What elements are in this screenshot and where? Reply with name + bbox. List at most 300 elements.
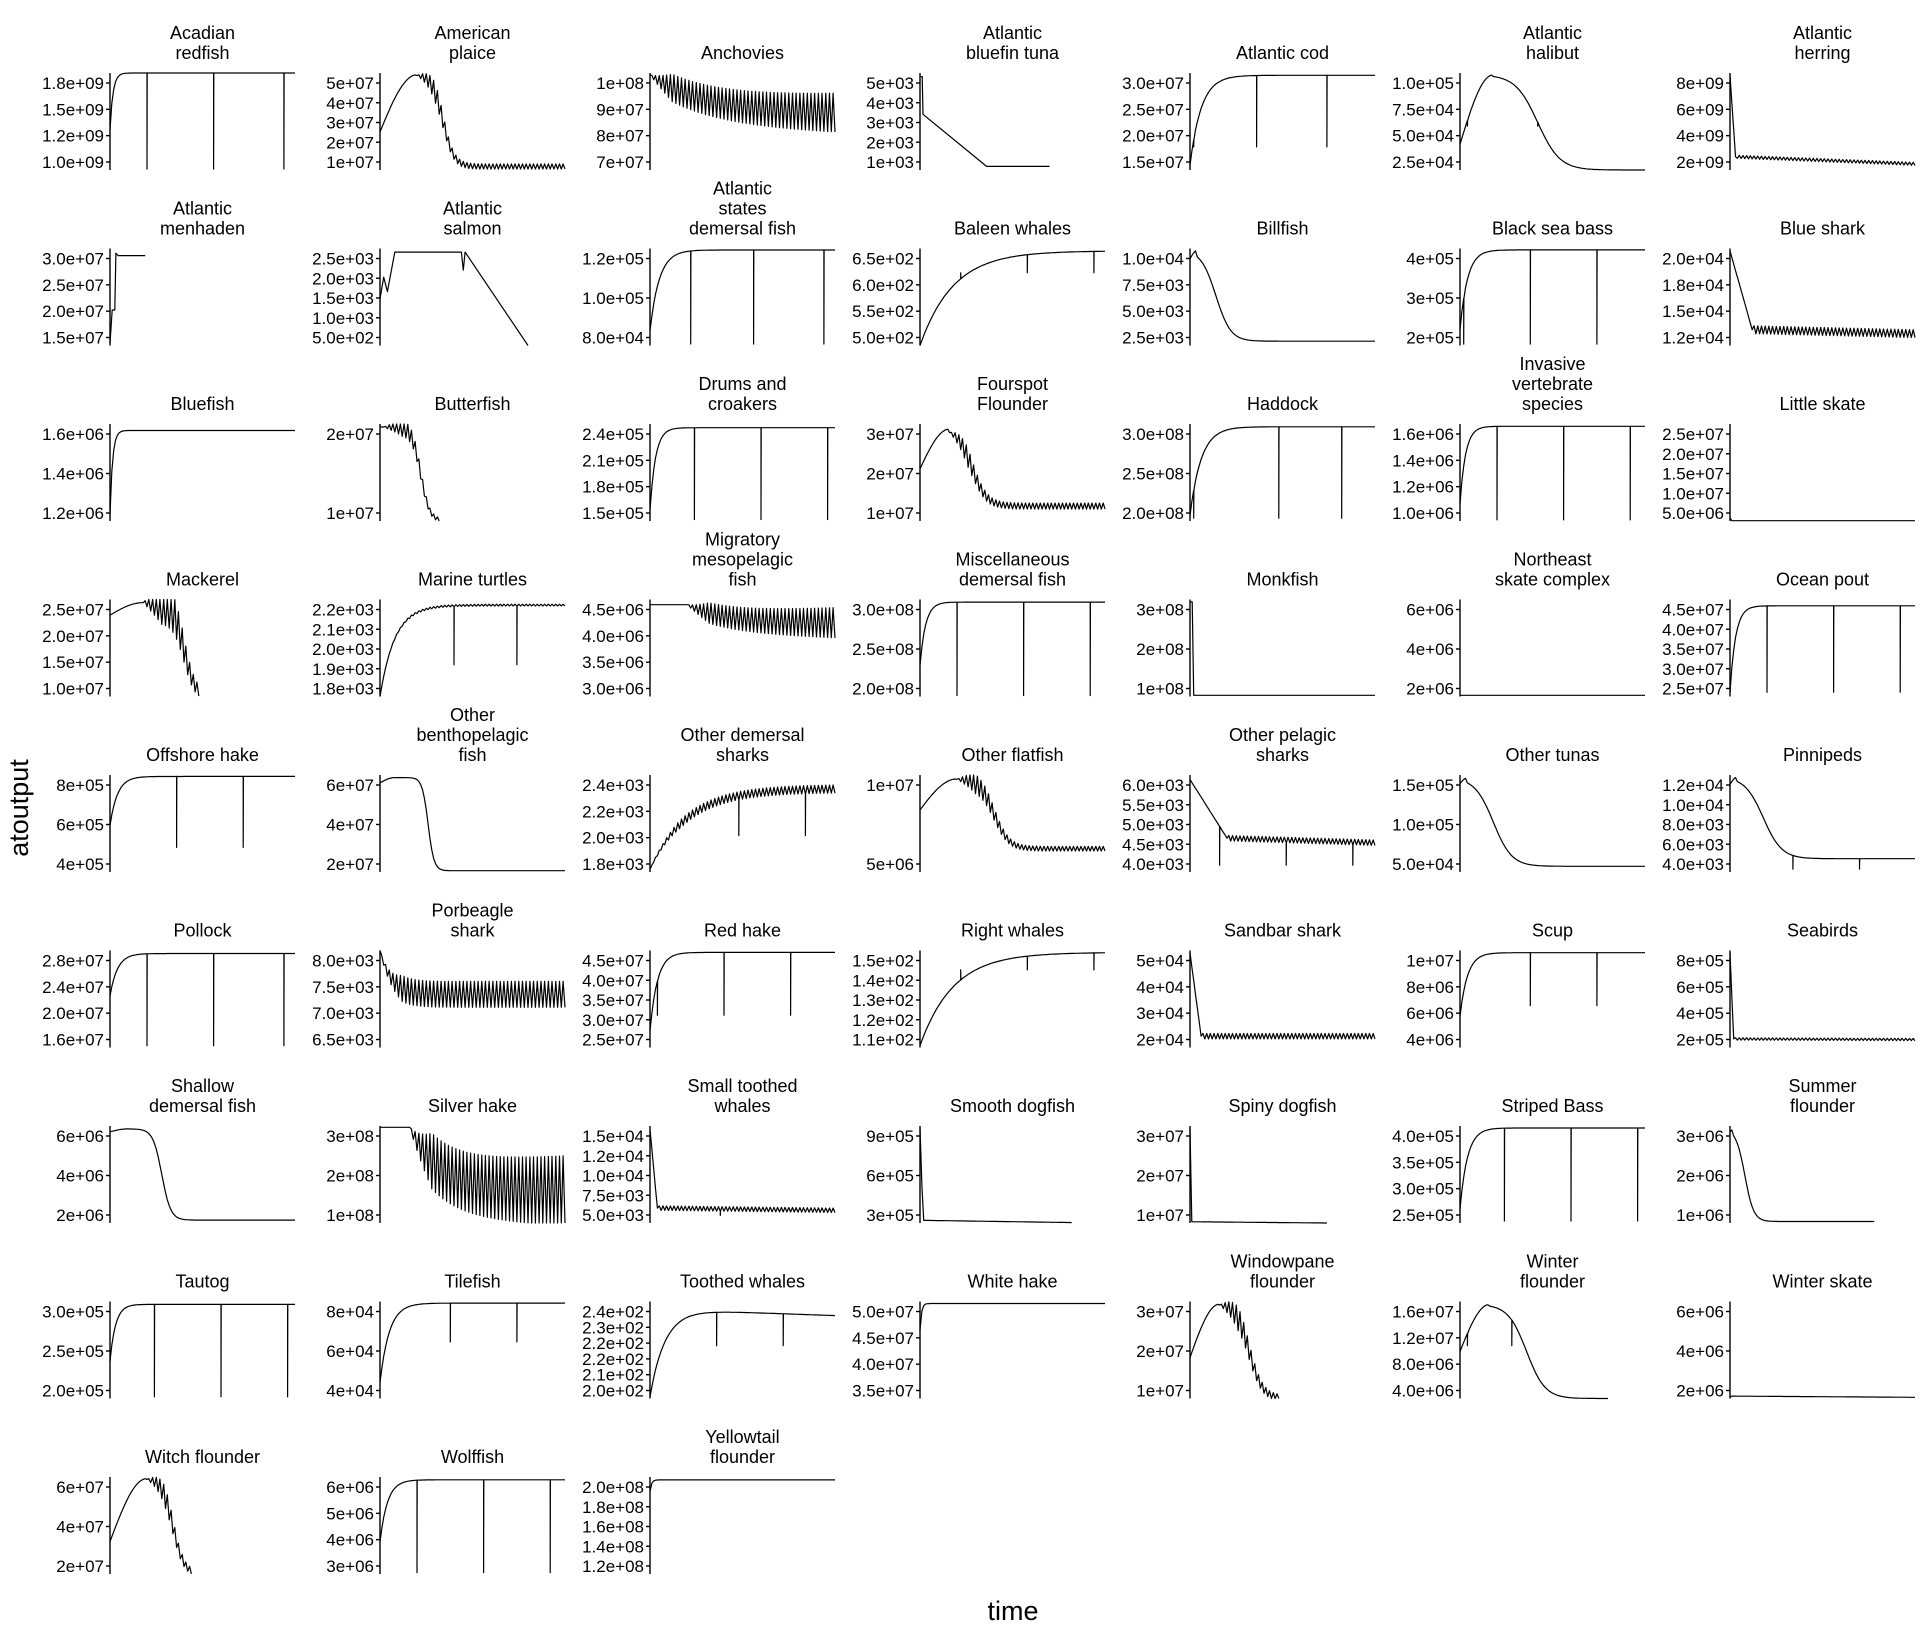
panel-title bbox=[680, 1272, 805, 1292]
panel-title bbox=[704, 921, 781, 941]
panel-title bbox=[1224, 921, 1342, 941]
panel-title-line: Yellowtail bbox=[705, 1427, 780, 1447]
panel-title-line: benthopelagic bbox=[416, 725, 529, 745]
series-line bbox=[920, 602, 1105, 695]
panel-title-line: Tautog bbox=[175, 1271, 230, 1292]
panel-title-line: Pinnipeds bbox=[1782, 745, 1863, 765]
facet-panel bbox=[326, 705, 565, 874]
panel-title-line: White hake bbox=[967, 1271, 1058, 1292]
panel-title bbox=[145, 1447, 260, 1467]
y-tick-label: 1e+07 bbox=[1406, 951, 1454, 971]
panel-title bbox=[170, 23, 235, 63]
y-tick-label: 1.3e+02 bbox=[852, 991, 914, 1010]
panel-title-line: Flounder bbox=[976, 394, 1049, 414]
y-tick-label: 5.0e+07 bbox=[852, 1302, 914, 1322]
facet-panel bbox=[1392, 1096, 1645, 1225]
panel-title-line: Winter bbox=[1526, 1251, 1579, 1272]
y-tick-label: 3.5e+05 bbox=[1392, 1153, 1454, 1173]
y-tick-label: 3e+06 bbox=[1676, 1127, 1724, 1146]
panel-title bbox=[1772, 1272, 1872, 1292]
series-line bbox=[650, 785, 835, 869]
facet-panel bbox=[1392, 1252, 1608, 1401]
panel-title-line: Mackerel bbox=[165, 569, 240, 590]
panel-title bbox=[692, 530, 793, 590]
facet-panel bbox=[1136, 570, 1375, 699]
y-tick-label: 2.5e+03 bbox=[1122, 328, 1184, 348]
y-tick-label: 1.5e+09 bbox=[42, 100, 104, 120]
panel-title bbox=[434, 23, 510, 63]
panel-title-line: plaice bbox=[448, 43, 497, 63]
series-line bbox=[650, 428, 835, 520]
panel-title-line: halibut bbox=[1525, 43, 1580, 63]
y-tick-label: 1e+07 bbox=[866, 504, 914, 523]
facet-panel bbox=[42, 570, 239, 699]
y-tick-label: 4e+05 bbox=[56, 855, 104, 874]
facet-panel bbox=[582, 374, 835, 523]
y-tick-label: 3.0e+08 bbox=[1122, 425, 1184, 444]
y-tick-label: 4e+07 bbox=[56, 1517, 104, 1537]
y-tick-label: 2.4e+02 bbox=[582, 1302, 644, 1322]
panel-title bbox=[173, 921, 232, 941]
y-tick-label: 1e+07 bbox=[326, 153, 374, 172]
y-tick-label: 1.6e+08 bbox=[582, 1517, 644, 1537]
panel-title-line: Summer bbox=[1788, 1076, 1857, 1096]
panel-title-line: bluefin tuna bbox=[965, 43, 1060, 63]
panel-title-line: Offshore hake bbox=[146, 745, 259, 765]
panel-title-line: Tilefish bbox=[444, 1271, 501, 1292]
series-line bbox=[1190, 1129, 1327, 1224]
panel-title bbox=[1236, 43, 1329, 63]
series-line bbox=[920, 77, 1050, 167]
series-line bbox=[1460, 778, 1645, 866]
y-tick-label: 2e+08 bbox=[326, 1166, 374, 1186]
facet-panel bbox=[582, 530, 835, 699]
y-tick-label: 4e+04 bbox=[326, 1381, 374, 1401]
y-tick-label: 1e+03 bbox=[866, 153, 914, 172]
panel-title-line: demersal fish bbox=[958, 569, 1067, 590]
panel-title-line: Other tunas bbox=[1505, 745, 1600, 765]
panel-title-line: fish bbox=[458, 745, 487, 765]
y-tick-label: 1.6e+07 bbox=[42, 1030, 104, 1050]
panel-title-line: Small toothed bbox=[687, 1076, 798, 1096]
y-tick-label: 3e+07 bbox=[1136, 1302, 1184, 1322]
series-line bbox=[650, 1480, 835, 1492]
y-tick-label: 2e+06 bbox=[56, 1206, 104, 1225]
series-line bbox=[380, 252, 528, 345]
y-tick-label: 2.0e+07 bbox=[1122, 126, 1184, 146]
panel-title-line: Scup bbox=[1531, 920, 1574, 941]
facet-panel bbox=[56, 1076, 295, 1225]
y-tick-label: 2.8e+07 bbox=[42, 951, 104, 971]
y-tick-label: 1.5e+04 bbox=[1662, 302, 1724, 322]
panel-title bbox=[1492, 219, 1613, 239]
y-tick-label: 6e+06 bbox=[1406, 600, 1454, 620]
panel-title-line: Invasive bbox=[1519, 354, 1586, 374]
y-tick-label: 1.5e+03 bbox=[312, 289, 374, 308]
y-tick-label: 5e+06 bbox=[866, 855, 914, 874]
y-tick-label: 1.2e+08 bbox=[582, 1557, 644, 1576]
series-line bbox=[1190, 1302, 1279, 1399]
panel-title-line: Black sea bass bbox=[1491, 218, 1614, 239]
panel-title bbox=[1256, 219, 1308, 239]
series-line bbox=[920, 775, 1105, 851]
facet-panel bbox=[1122, 43, 1375, 172]
y-tick-label: 4e+05 bbox=[1676, 1004, 1724, 1024]
y-tick-label: 2.5e+07 bbox=[42, 275, 104, 295]
panel-title-line: Acadian bbox=[169, 23, 236, 43]
y-tick-label: 2.5e+07 bbox=[42, 600, 104, 620]
facet-panel bbox=[42, 394, 295, 523]
series-line bbox=[1460, 1305, 1608, 1399]
y-tick-label: 2e+06 bbox=[1676, 1381, 1724, 1401]
series-line bbox=[110, 954, 295, 1046]
y-tick-label: 7.5e+03 bbox=[582, 1186, 644, 1206]
panel-title bbox=[689, 179, 796, 239]
panel-title bbox=[170, 394, 234, 414]
series-line bbox=[1730, 1396, 1915, 1397]
panel-title-line: states bbox=[718, 198, 767, 219]
facet-panel bbox=[1122, 725, 1375, 874]
y-tick-label: 2.2e+02 bbox=[582, 1334, 644, 1354]
y-tick-label: 1.9e+03 bbox=[312, 659, 374, 679]
y-tick-label: 8e+06 bbox=[1406, 977, 1454, 997]
y-tick-label: 5e+03 bbox=[866, 74, 914, 93]
y-tick-label: 1.0e+04 bbox=[582, 1166, 644, 1186]
y-tick-label: 2.5e+04 bbox=[1392, 153, 1454, 172]
y-tick-label: 1.1e+02 bbox=[852, 1030, 914, 1050]
y-tick-label: 3e+08 bbox=[326, 1127, 374, 1146]
y-tick-label: 3e+03 bbox=[866, 113, 914, 133]
panel-title-line: Atlantic bbox=[1792, 23, 1853, 43]
y-tick-label: 2.5e+07 bbox=[1662, 425, 1724, 444]
panel-title-line: species bbox=[1521, 394, 1584, 414]
y-tick-label: 1.8e+03 bbox=[312, 679, 374, 699]
panel-title bbox=[1776, 570, 1869, 590]
y-tick-label: 5.0e+06 bbox=[1662, 504, 1724, 523]
panel-title bbox=[1247, 394, 1319, 414]
panel-title-line: sharks bbox=[715, 745, 770, 765]
panel-title bbox=[444, 1272, 500, 1292]
facet-panel bbox=[582, 1272, 835, 1401]
facet-panel bbox=[582, 179, 835, 348]
y-tick-label: 3.0e+06 bbox=[582, 679, 644, 699]
y-tick-label: 1.0e+06 bbox=[1392, 504, 1454, 523]
panel-title-line: shark bbox=[450, 920, 495, 941]
panel-title-line: Blue shark bbox=[1779, 218, 1866, 239]
y-tick-label: 1.2e+02 bbox=[852, 1010, 914, 1030]
series-line bbox=[380, 1480, 565, 1573]
y-tick-label: 1.6e+06 bbox=[42, 425, 104, 444]
panel-title-line: menhaden bbox=[159, 218, 246, 239]
facet-panel bbox=[326, 1272, 565, 1401]
y-tick-label: 3.5e+07 bbox=[582, 991, 644, 1010]
y-tick-label: 1.2e+04 bbox=[582, 1146, 644, 1166]
series-line bbox=[1460, 953, 1645, 1017]
series-line bbox=[1730, 1130, 1874, 1222]
y-tick-label: 1.2e+09 bbox=[42, 126, 104, 146]
panel-title bbox=[1228, 1096, 1336, 1116]
y-tick-label: 2.0e+03 bbox=[582, 828, 644, 848]
series-line bbox=[110, 776, 295, 847]
panel-title bbox=[1501, 1096, 1603, 1116]
panel-title-line: flounder bbox=[1249, 1271, 1316, 1292]
panel-title bbox=[434, 394, 510, 414]
series-line bbox=[380, 74, 565, 169]
panel-grid bbox=[42, 23, 1915, 1576]
panel-title bbox=[698, 374, 786, 414]
y-tick-label: 2.4e+05 bbox=[582, 425, 644, 444]
panel-title bbox=[1532, 921, 1573, 941]
facet-panel bbox=[1392, 745, 1645, 874]
y-tick-label: 8e+05 bbox=[1676, 951, 1724, 971]
facet-panel bbox=[866, 1096, 1075, 1225]
y-tick-label: 2.5e+07 bbox=[1662, 679, 1724, 699]
y-tick-label: 5.0e+04 bbox=[1392, 855, 1454, 874]
facet-panel bbox=[1662, 745, 1915, 874]
facet-panel bbox=[1136, 921, 1375, 1050]
y-tick-label: 7.5e+03 bbox=[1122, 275, 1184, 295]
y-tick-label: 5e+07 bbox=[326, 74, 374, 93]
series-line bbox=[1190, 602, 1375, 695]
y-tick-label: 2.5e+08 bbox=[1122, 464, 1184, 484]
panel-title-line: Atlantic bbox=[712, 178, 773, 199]
facet-panel bbox=[326, 1096, 565, 1225]
facet-panel bbox=[1406, 921, 1645, 1050]
y-tick-label: 2.0e+07 bbox=[1662, 444, 1724, 464]
y-tick-label: 1.0e+05 bbox=[582, 289, 644, 308]
y-tick-label: 2.5e+03 bbox=[312, 249, 374, 269]
y-tick-label: 2.5e+05 bbox=[1392, 1206, 1454, 1225]
y-tick-label: 8.0e+04 bbox=[582, 328, 644, 348]
series-line bbox=[110, 73, 295, 169]
facet-panel bbox=[312, 199, 528, 348]
panel-title-line: Baleen whales bbox=[953, 218, 1072, 239]
panel-title-line: Atlantic cod bbox=[1235, 43, 1330, 63]
panel-title-line: Other bbox=[449, 705, 496, 725]
facet-panel bbox=[56, 745, 295, 874]
panel-title bbox=[428, 1096, 517, 1116]
y-tick-label: 8.0e+03 bbox=[312, 951, 374, 971]
facet-panel bbox=[56, 1447, 260, 1576]
series-line bbox=[1460, 1128, 1645, 1221]
facet-panel bbox=[42, 921, 295, 1050]
y-tick-label: 7e+07 bbox=[596, 153, 644, 172]
panel-title-line: Atlantic bbox=[982, 23, 1043, 43]
y-tick-label: 1.5e+02 bbox=[852, 951, 914, 971]
y-tick-label: 4.0e+06 bbox=[582, 626, 644, 646]
y-tick-label: 2.5e+07 bbox=[1122, 100, 1184, 120]
panel-title-line: Other pelagic bbox=[1228, 725, 1337, 745]
y-tick-label: 1e+07 bbox=[326, 504, 374, 523]
panel-title bbox=[166, 570, 239, 590]
y-tick-label: 2.1e+03 bbox=[312, 620, 374, 640]
y-tick-label: 8e+09 bbox=[1676, 74, 1724, 93]
facet-panel bbox=[312, 570, 565, 699]
y-tick-label: 2.5e+05 bbox=[42, 1342, 104, 1361]
y-tick-label: 8.0e+03 bbox=[1662, 815, 1724, 835]
y-tick-label: 4e+04 bbox=[1136, 977, 1184, 997]
panel-title-line: Fourspot bbox=[976, 374, 1049, 394]
y-tick-label: 2e+06 bbox=[1406, 679, 1454, 699]
y-tick-label: 5e+06 bbox=[326, 1504, 374, 1524]
facet-panel bbox=[1676, 23, 1915, 172]
series-line bbox=[110, 253, 145, 343]
y-tick-label: 3.5e+07 bbox=[852, 1381, 914, 1401]
series-line bbox=[1730, 251, 1915, 338]
panel-title-line: Wolffish bbox=[440, 1447, 505, 1467]
y-tick-label: 1.5e+07 bbox=[42, 328, 104, 348]
panel-title-line: herring bbox=[1794, 43, 1851, 63]
panel-title bbox=[443, 199, 502, 239]
y-tick-label: 1.5e+05 bbox=[1392, 776, 1454, 795]
panel-title-line: Pollock bbox=[173, 920, 232, 941]
y-tick-label: 1e+07 bbox=[1136, 1381, 1184, 1401]
y-tick-label: 8.0e+06 bbox=[1392, 1355, 1454, 1375]
series-line bbox=[650, 75, 835, 132]
y-tick-label: 6e+09 bbox=[1676, 100, 1724, 120]
y-tick-label: 1.5e+07 bbox=[42, 653, 104, 673]
series-line bbox=[380, 778, 565, 871]
y-tick-label: 4.0e+06 bbox=[1392, 1381, 1454, 1401]
y-tick-label: 7.0e+03 bbox=[312, 1004, 374, 1024]
y-tick-label: 2.0e+07 bbox=[42, 302, 104, 322]
y-tick-label: 1.8e+08 bbox=[582, 1497, 644, 1517]
series-line bbox=[110, 1304, 295, 1396]
y-tick-label: 1.2e+06 bbox=[1392, 477, 1454, 497]
y-tick-label: 4e+09 bbox=[1676, 126, 1724, 146]
y-tick-label: 5.0e+03 bbox=[1122, 815, 1184, 835]
y-tick-label: 1.8e+04 bbox=[1662, 275, 1724, 295]
panel-title-line: Other flatfish bbox=[961, 745, 1064, 765]
y-tick-label: 3.0e+05 bbox=[1392, 1179, 1454, 1199]
series-line bbox=[380, 951, 565, 1008]
series-line bbox=[380, 1303, 565, 1382]
panel-title-line: Butterfish bbox=[434, 394, 511, 414]
y-tick-label: 2.1e+05 bbox=[582, 451, 644, 471]
panel-title bbox=[950, 1096, 1075, 1116]
y-tick-label: 1e+08 bbox=[326, 1206, 374, 1225]
y-tick-label: 2e+08 bbox=[1136, 640, 1184, 659]
facet-panel bbox=[1136, 1252, 1334, 1401]
panel-title bbox=[1520, 1252, 1585, 1292]
panel-title bbox=[961, 921, 1064, 941]
facet-panel bbox=[1662, 570, 1915, 699]
panel-title-line: fish bbox=[728, 569, 757, 590]
series-line bbox=[650, 952, 835, 1030]
y-tick-label: 2.5e+07 bbox=[582, 1030, 644, 1050]
y-tick-label: 3.0e+07 bbox=[1662, 659, 1724, 679]
facet-panel bbox=[326, 394, 510, 523]
series-line bbox=[1730, 518, 1915, 521]
series-line bbox=[920, 1304, 1105, 1330]
panel-title bbox=[1495, 550, 1610, 590]
panel-title-line: American bbox=[434, 23, 511, 43]
series-line bbox=[1730, 953, 1915, 1041]
y-tick-label: 1.0e+04 bbox=[1122, 249, 1184, 269]
y-tick-label: 2.0e+03 bbox=[312, 640, 374, 659]
y-tick-label: 1e+07 bbox=[1136, 1206, 1184, 1225]
y-tick-label: 2e+07 bbox=[1136, 1166, 1184, 1186]
panel-title-line: Windowpane bbox=[1230, 1251, 1335, 1272]
panel-title-line: mesopelagic bbox=[691, 549, 794, 570]
y-tick-label: 4e+03 bbox=[866, 93, 914, 113]
y-axis-title: atoutput bbox=[4, 759, 34, 857]
panel-title bbox=[1783, 745, 1862, 765]
y-tick-label: 2.1e+02 bbox=[582, 1365, 644, 1385]
panel-title-line: Shallow bbox=[170, 1076, 235, 1096]
y-tick-label: 1.0e+07 bbox=[42, 679, 104, 699]
y-tick-label: 2e+05 bbox=[1676, 1030, 1724, 1050]
facet-panel bbox=[1676, 1272, 1915, 1401]
panel-title-line: croakers bbox=[707, 394, 778, 414]
y-tick-label: 6e+07 bbox=[326, 776, 374, 795]
panel-title-line: salmon bbox=[443, 218, 502, 239]
y-tick-label: 5.5e+02 bbox=[852, 302, 914, 322]
series-line bbox=[920, 953, 1105, 1046]
y-tick-label: 2.2e+03 bbox=[582, 802, 644, 822]
panel-title bbox=[680, 725, 804, 765]
series-line bbox=[1190, 427, 1375, 518]
series-line bbox=[1730, 606, 1915, 693]
panel-title-line: Marine turtles bbox=[417, 569, 528, 590]
y-tick-label: 1.6e+07 bbox=[1392, 1302, 1454, 1322]
y-tick-label: 1.2e+05 bbox=[582, 249, 644, 269]
panel-title bbox=[1779, 394, 1865, 414]
y-tick-label: 6e+06 bbox=[1676, 1302, 1724, 1322]
facet-panel bbox=[1122, 219, 1375, 348]
y-tick-label: 1.2e+04 bbox=[1662, 328, 1724, 348]
y-tick-label: 5.5e+03 bbox=[1122, 795, 1184, 815]
series-line bbox=[110, 1477, 191, 1574]
y-tick-label: 2e+07 bbox=[326, 855, 374, 874]
y-tick-label: 8e+05 bbox=[56, 776, 104, 795]
y-tick-label: 4e+06 bbox=[56, 1166, 104, 1186]
y-tick-label: 1.8e+05 bbox=[582, 477, 644, 497]
y-tick-label: 1.0e+05 bbox=[1392, 815, 1454, 835]
y-tick-label: 2.0e+04 bbox=[1662, 249, 1724, 269]
y-tick-label: 3e+07 bbox=[1136, 1127, 1184, 1146]
facet-panel bbox=[582, 725, 835, 874]
series-line bbox=[1730, 778, 1915, 870]
y-tick-label: 5.0e+02 bbox=[852, 328, 914, 348]
y-tick-label: 5.0e+02 bbox=[312, 328, 374, 348]
facet-panel bbox=[596, 43, 835, 172]
series-line bbox=[1190, 953, 1375, 1039]
y-tick-label: 3.0e+08 bbox=[852, 600, 914, 620]
panel-title-line: Northeast bbox=[1513, 549, 1592, 570]
facet-panel bbox=[42, 199, 245, 348]
panel-title bbox=[966, 23, 1060, 63]
panel-title bbox=[1780, 219, 1866, 239]
y-tick-label: 4.0e+07 bbox=[852, 1355, 914, 1375]
y-tick-label: 1.8e+09 bbox=[42, 74, 104, 93]
facet-panel bbox=[1676, 921, 1915, 1050]
y-tick-label: 6.5e+02 bbox=[852, 249, 914, 269]
panel-title bbox=[701, 43, 784, 63]
panel-title-line: Striped Bass bbox=[1501, 1096, 1604, 1116]
facet-panel bbox=[1662, 394, 1915, 523]
y-tick-label: 2.0e+05 bbox=[42, 1381, 104, 1401]
panel-title-line: Bluefish bbox=[170, 394, 235, 414]
panel-title bbox=[961, 745, 1063, 765]
y-tick-label: 1.6e+06 bbox=[1392, 425, 1454, 444]
y-tick-label: 4.0e+03 bbox=[1662, 855, 1724, 874]
series-line bbox=[920, 1128, 1072, 1223]
y-tick-label: 3e+05 bbox=[866, 1206, 914, 1225]
panel-title-line: Atlantic bbox=[442, 198, 503, 219]
panel-title bbox=[416, 705, 528, 765]
y-tick-label: 1.4e+08 bbox=[582, 1537, 644, 1557]
